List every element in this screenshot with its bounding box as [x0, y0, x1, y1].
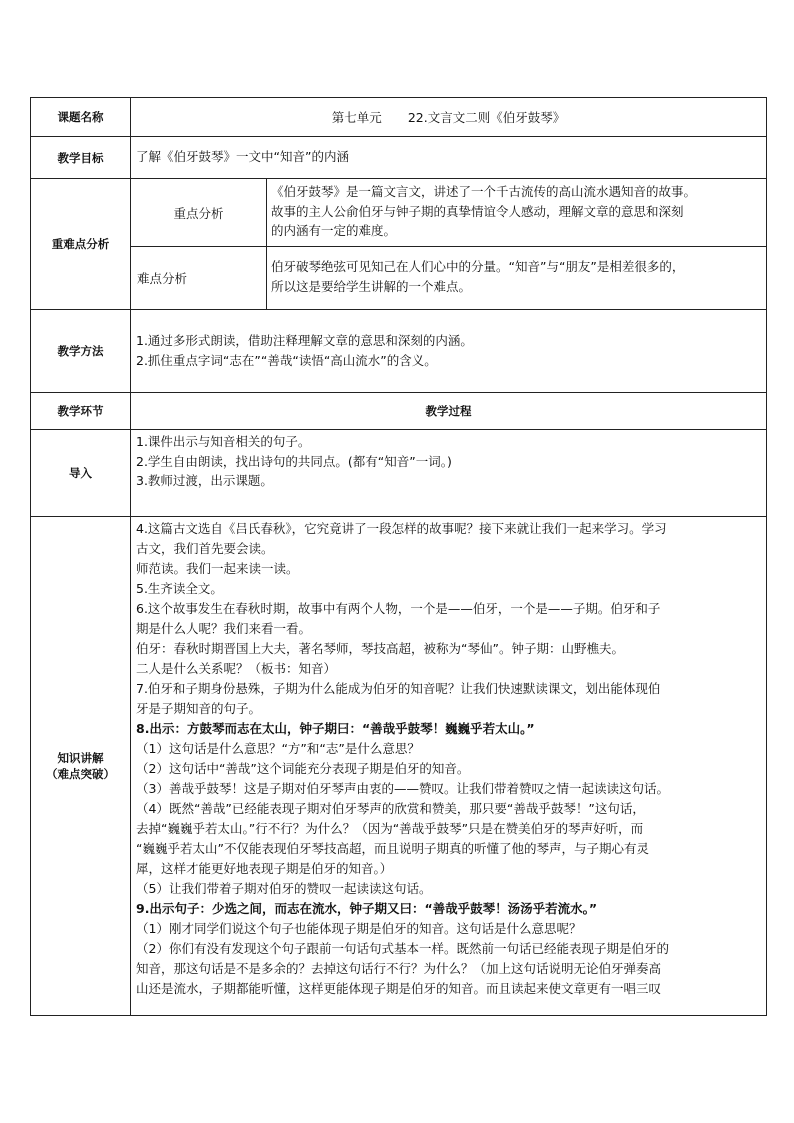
knowledge-line: （2）这句话中“善哉”这个词能充分表现子期是伯牙的知音。: [136, 761, 470, 776]
intro-line: 1.课件出示与知音相关的句子。: [136, 434, 311, 449]
knowledge-line: （1）这句话是什么意思？“方”和“志”是什么意思？: [136, 741, 420, 756]
knowledge-line: （3）善哉乎鼓琴！这是子期对伯牙琴声由衷的——赞叹。让我们带着赞叹之情一起读读这句话。: [136, 781, 669, 796]
key-line: 故事的主人公俞伯牙与钟子期的真挚情谊令人感动，理解文章的意思和深刻: [271, 203, 684, 219]
knowledge-line: 知音，那这句话是不是多余的？去掉这句话行不行？为什么？（加上这句话说明无论伯牙弹奏高: [136, 961, 662, 976]
knowledge-line: （4）既然“善哉”已经能表现子期对伯牙琴声的欣赏和赞美，那只要“善哉乎鼓琴！”这句话，: [136, 801, 645, 816]
knowledge-line: 去掉“巍巍乎若太山。”行不行？为什么？（因为“善哉乎鼓琴”只是在赞美伯牙的琴声好听，而: [136, 821, 644, 836]
key-line: 的内涵有一定的难度。: [271, 223, 397, 238]
knowledge-line: 期是什么人呢？我们来看一看。: [136, 621, 312, 636]
knowledge-line: 古文，我们首先要会读。: [136, 541, 274, 556]
intro-line: 3.教师过渡，出示课题。: [136, 473, 273, 488]
knowledge-line: 犀，这样才能更好地表现子期是伯牙的知音。）: [136, 861, 393, 876]
knowledge-line: （2）你们有没有发现这个句子跟前一句话句式基本一样。既然前一句话已经能表现子期是伯牙的: [136, 941, 669, 956]
knowledge-line: （1）刚才同学们说这个句子也能体现子期是伯牙的知音。这句话是什么意思呢？: [136, 921, 582, 936]
knowledge-line: 山还是流水，子期都能听懂，这样更能体现子期是伯牙的知音。而且读起来使文章更有一唱三叹: [136, 981, 662, 996]
intro-label: 导入: [69, 466, 92, 480]
teaching-goal-label: 教学目标: [57, 150, 104, 165]
knowledge-label: [31, 517, 130, 1015]
intro-text: [136, 432, 452, 491]
key-analysis-text: [271, 182, 696, 241]
intro-line: 2.学生自由朗读，找出诗句的共同点。(都有“知音”一词。): [136, 453, 452, 469]
knowledge-line: 伯牙：春秋时期晋国上大夫，著名琴师，琴技高超，被称为“琴仙”。钟子期：山野樵夫。: [136, 641, 624, 656]
key-analysis-label: 重点分析: [173, 205, 224, 221]
method-line: 1.通过多形式朗读，借助注释理解文章的意思和深刻的内涵。: [136, 333, 473, 348]
knowledge-line: 6.这个故事发生在春秋时期，故事中有两个人物，一个是——伯牙，一个是——子期。伯牙和子: [136, 601, 661, 616]
knowledge-line: “巍巍乎若太山”不仅能表现伯牙琴技高超，而且说明子期真的听懂了他的琴声，与子期心有灵: [136, 841, 649, 856]
knowledge-subtitle: （难点突破）: [46, 767, 115, 781]
knowledge-line: 7.伯牙和子期身份悬殊，子期为什么能成为伯牙的知音呢？让我们快速默读课文，划出能体现伯: [136, 681, 661, 696]
knowledge-line: 师范读。我们一起来读一读。: [136, 561, 299, 576]
difficulty-label: 重难点分析: [51, 237, 110, 251]
teaching-stage-label: 教学环节: [57, 404, 104, 418]
hard-analysis-label: 难点分析: [137, 271, 188, 286]
course-title-unit: 第七单元: [331, 110, 382, 125]
hard-line: 所以这是要给学生讲解的一个难点。: [271, 278, 472, 294]
knowledge-line: 5.生齐读全文。: [136, 581, 223, 596]
knowledge-line: 4.这篇古文选自《吕氏春秋》，它究竟讲了一段怎样的故事呢？接下来就让我们一起来学习。学习: [136, 521, 667, 536]
method-line: 2.抓住重点字词“志在”“善哉“读悟“高山流水”的含义。: [136, 352, 437, 368]
knowledge-line: 二人是什么关系呢？（板书：知音）: [136, 661, 337, 676]
knowledge-line: 牙是子期知音的句子。: [136, 701, 262, 716]
hard-analysis-text: [271, 257, 684, 296]
knowledge-title: 知识讲解: [57, 751, 104, 765]
key-line: 《伯牙鼓琴》是一篇文言文，讲述了一个千古流传的高山流水遇知音的故事。: [271, 184, 697, 199]
teaching-method-label: 教学方法: [57, 344, 104, 358]
knowledge-line: （5）让我们带着子期对伯牙的赞叹一起读读这句话。: [136, 881, 432, 896]
knowledge-body: [136, 519, 669, 999]
course-title-lesson: 22.文言文二则《伯牙鼓琴》: [407, 110, 566, 125]
knowledge-line: 9.出示句子：少选之间，而志在流水，钟子期又曰：“善哉乎鼓琴！汤汤乎若流水。”: [136, 901, 598, 916]
knowledge-line: 8.出示：方鼓琴而志在太山，钟子期曰：“善哉乎鼓琴！巍巍乎若太山。”: [136, 721, 535, 736]
hard-line: 伯牙破琴绝弦可见知己在人们心中的分量。“知音”与“朋友”是相差很多的，: [271, 259, 685, 274]
teaching-process-label: 教学过程: [425, 404, 472, 418]
teaching-method-text: [136, 331, 473, 370]
course-name-label: 课题名称: [57, 110, 104, 124]
teaching-goal-text: 了解《伯牙鼓琴》一文中“知音”的内涵: [136, 149, 349, 164]
course-title: [131, 98, 766, 136]
